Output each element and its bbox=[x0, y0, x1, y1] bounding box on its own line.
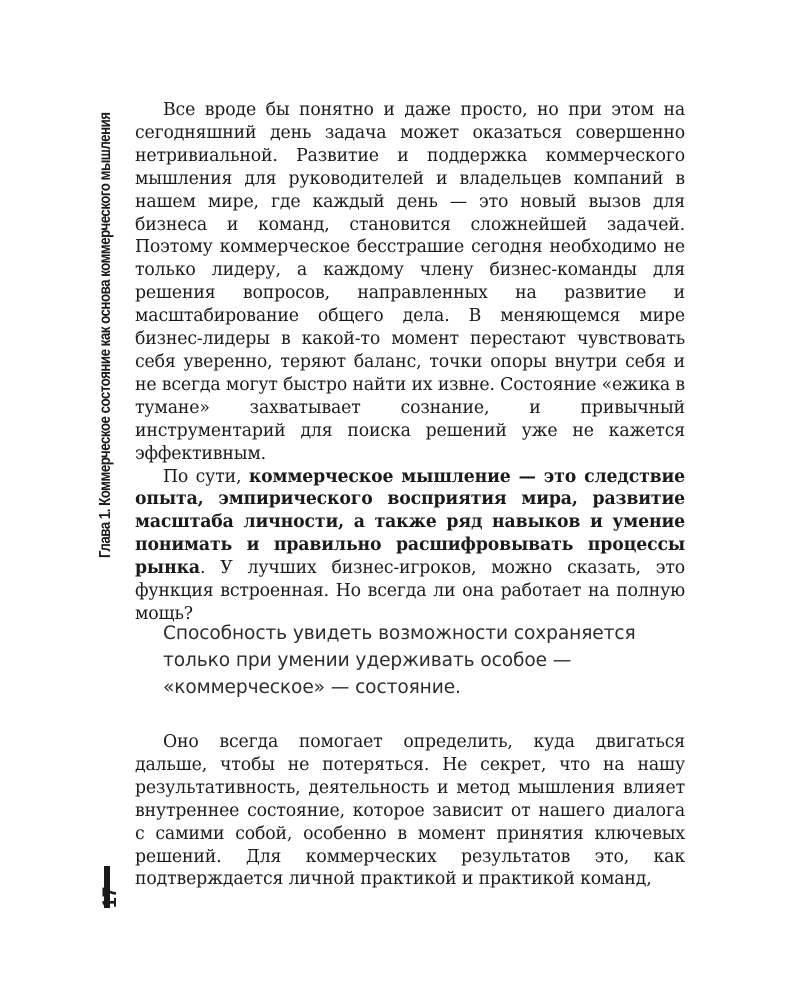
body-text-block-1 bbox=[135, 99, 685, 626]
paragraph-2 bbox=[135, 466, 685, 626]
running-head: Глава 1. Коммерческое состояние как основа коммерческого мышления bbox=[97, 112, 114, 559]
pull-quote: Способность увидеть возможности сохраняется только при умении удерживать особое — «коммерческое» — состояние. bbox=[163, 623, 636, 698]
paragraph-2-tail: . У лучших бизнес-игроков, можно сказать, это функция встроенная. Но всегда ли она работает на полную мощь? bbox=[135, 558, 685, 624]
page-number: 17 bbox=[100, 886, 121, 908]
paragraph-1: Все вроде бы понятно и даже просто, но при этом на сегодняшний день задача может оказаться совершенно нетривиальной. Развитие и поддержка коммерческого мышления для руководителей и владельцев компаний в нашем мире, где каждый день — это новый вызов для бизнеса и команд, становится сложнейшей задачей. Поэтому коммерческое бесстрашие сегодня необходимо не только лидеру, а каждому члену бизнес-команды для решения вопросов, направленных на развитие и масштабирование общего дела. В меняющемся мире бизнес-лидеры в какой-то момент перестают чувствовать себя уверенно, теряют баланс, точки опоры внутри себя и не всегда могут быстро найти их извне. Состояние «ежика в тумане» захватывает сознание, и привычный инструментарий для поиска решений уже не кажется эффективным. bbox=[135, 100, 685, 464]
paragraph-2-bold: коммерческое мышление — это следствие опыта, эмпирического восприятия мира, развитие масштаба личности, а также ряд навыков и умение понимать и правильно расшифровывать процессы рынка bbox=[135, 466, 686, 579]
body-text-block-2 bbox=[135, 731, 685, 891]
paragraph-3: Оно всегда помогает определить, куда двигаться дальше, чтобы не потеряться. Не секрет, что на нашу результативность, деятельность и метод мышления влияет внутреннее состояние, которое зависит от нашего диалога с самими собой, особенно в момент принятия ключевых решений. Для коммерческих результатов это, как подтверждается личной практикой и практикой команд, bbox=[135, 732, 685, 890]
paragraph-2-lead: По сути, bbox=[163, 466, 249, 487]
